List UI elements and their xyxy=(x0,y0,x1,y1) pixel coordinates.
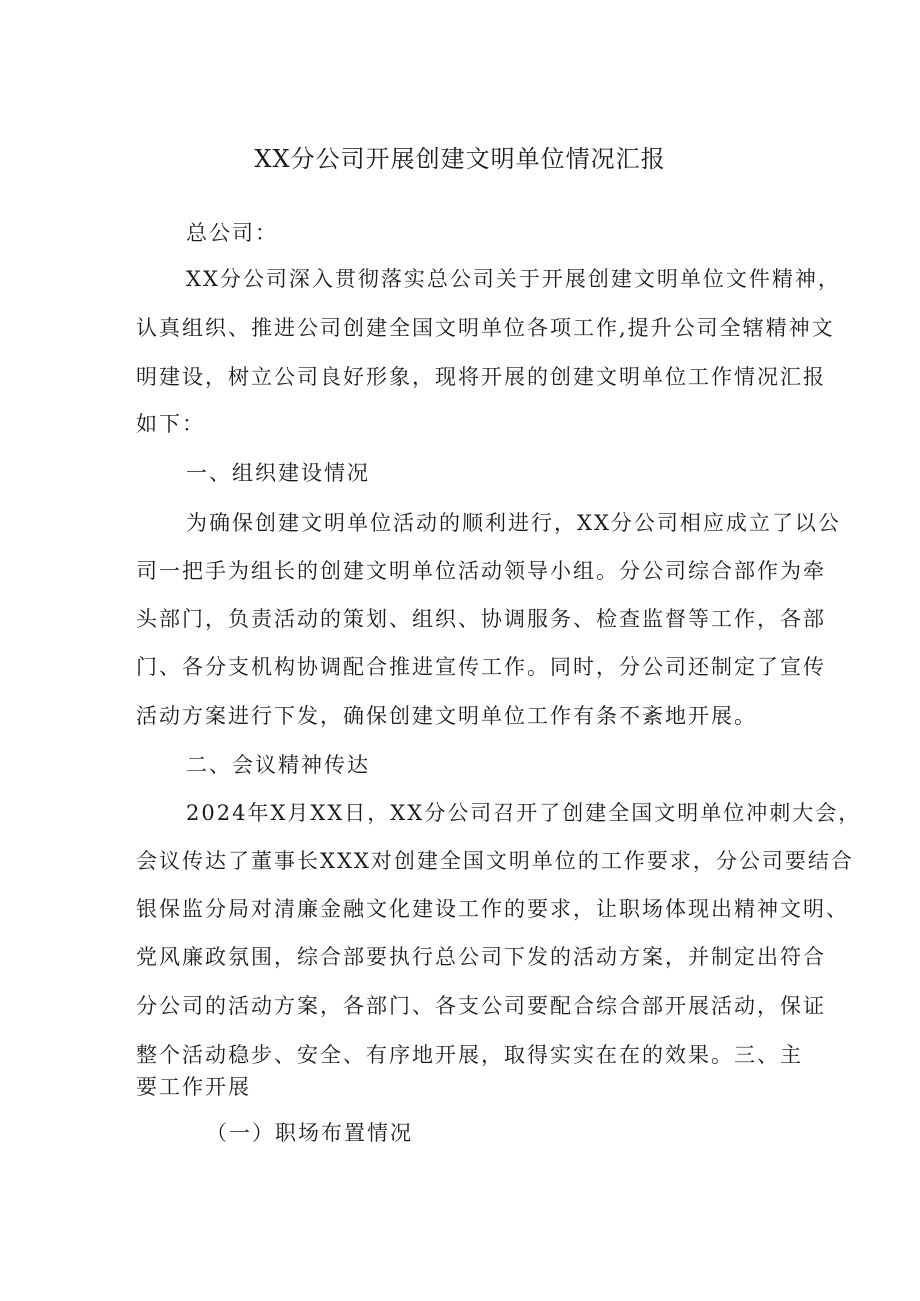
section2-line: 银保监分局对清廉金融文化建设工作的要求，让职场体现出精神文明、 xyxy=(136,897,849,921)
section2-line: 要工作开展 xyxy=(136,1075,251,1099)
intro-line: XX分公司深入贯彻落实总公司关于开展创建文明单位文件精神， xyxy=(186,267,841,291)
section1-line: 门、各分支机构协调配合推进宣传工作。同时，分公司还制定了宣传 xyxy=(136,655,826,679)
salutation: 总公司： xyxy=(186,221,278,245)
subsection-heading: （一）职场布置情况 xyxy=(206,1121,413,1145)
intro-line: 明建设，树立公司良好形象，现将开展的创建文明单位工作情况汇报 xyxy=(136,365,826,389)
document-title: XX分公司开展创建文明单位情况汇报 xyxy=(254,145,666,173)
section2-line: 整个活动稳步、安全、有序地开展，取得实实在在的效果。三、主 xyxy=(136,1043,803,1067)
intro-line: 认真组织、推进公司创建全国文明单位各项工作,提升公司全辖精神文 xyxy=(136,316,835,340)
section2-line: 党风廉政氛围，综合部要执行总公司下发的活动方案，并制定出符合 xyxy=(136,945,826,969)
section2-line: 2024年X月XX日，XX分公司召开了创建全国文明单位冲刺大会， xyxy=(186,801,862,825)
section2-line: 会议传达了董事长XXX对创建全国文明单位的工作要求，分公司要结合 xyxy=(136,849,854,873)
section1-line: 头部门，负责活动的策划、组织、协调服务、检查监督等工作，各部 xyxy=(136,607,826,631)
intro-line: 如下： xyxy=(136,412,205,436)
section-heading-1: 一、组织建设情况 xyxy=(186,461,370,485)
section2-line: 分公司的活动方案，各部门、各支公司要配合综合部开展活动，保证 xyxy=(136,994,826,1018)
section-heading-2: 二、会议精神传达 xyxy=(186,753,370,777)
section1-line: 司一把手为组长的创建文明单位活动领导小组。分公司综合部作为牵 xyxy=(136,559,826,583)
section1-line: 活动方案进行下发，确保创建文明单位工作有条不紊地开展。 xyxy=(136,704,757,728)
section1-line: 为确保创建文明单位活动的顺利进行，XX分公司相应成立了以公 xyxy=(186,511,841,535)
